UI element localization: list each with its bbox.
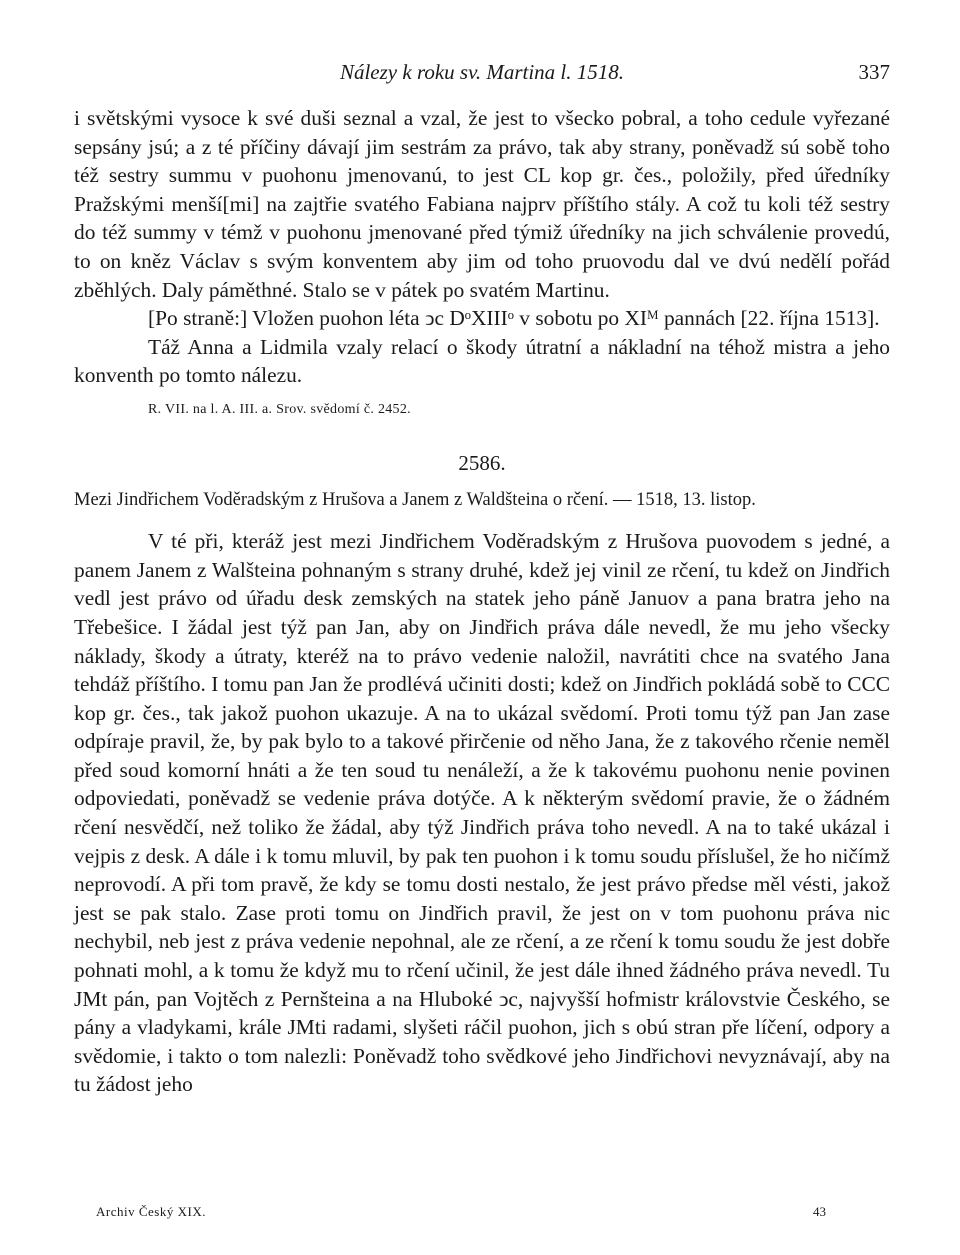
margin-note-paragraph: [Po straně:] Vložen puohon léta ↄc DᵒXIIIᵒ v sobotu po XIᴹ pannách [22. října 1513]. xyxy=(148,306,880,331)
page-footer xyxy=(96,1204,890,1224)
page-number: 337 xyxy=(858,60,890,84)
body-text xyxy=(74,104,890,1099)
source-note: R. VII. na l. A. III. a. Srov. svědomí č. 2452. xyxy=(148,401,411,417)
document-number: 2586. xyxy=(458,450,506,475)
continuation-paragraph: i světskými vysoce k své duši seznal a vzal, že jest to všecko pobral, a toho cedule vyřezané sepsány jsú; a z té příčiny dávají jim sestrám za právo, tak aby strany, poněvadž sú sobě toho též sestry summu v puohonu jmenovanú, to jest CL kop gr. čes., položily, před úředníky Pražskými menší[mi] na zajtřie svatého Fabiana najprv příštího stály. A což tu koli též sestry do též summy v témž v puohonu jmenované před týmiž úředníky na jich schválenie provedú, to on kněz Václav s svým konventem aby jim od toho pruovodu dal ve dvú nedělí pořád zběhlých. Daly páměthné. Stalo se v pátek po svatém Martinu. xyxy=(74,106,890,302)
publication-title: Archiv Český XIX. xyxy=(96,1204,206,1219)
document-regest: Mezi Jindřichem Voděradským z Hrušova a Janem z Waldšteina o rčení. — 1518, 13. listop. xyxy=(74,490,756,511)
document-text: V té při, kteráž jest mezi Jindřichem Voděradským z Hrušova puovodem s jedné, a panem Janem z Walšteina pohnaným s strany druhé, kdež jej vinil ze rčení, tu kdež on Jindřich vedl jest právo od úřadu desk zemských na statek jeho páně Januov a pana bratra jeho na Třebešice. I žádal jest týž pan Jan, aby on Jindřich práva dále nevedl, že mu jeho všecky náklady, škody a útraty, kteréž na to právo vedenie naložil, navrátiti chce na svatého Jana tehdáž příštího. I tomu pan Jan že prodlévá učiniti dosti; kdež on Jindřich pokládá sobě to CCC kop gr. čes., tak jakož puohon ukazuje. A na to ukázal svědomí. Proti tomu týž pan Jan zase odpíraje pravil, že, by pak bylo to a takové přirčenie od něho Jana, že z takového rčenie neměl před soud komorní hnáti a že ten soud tu nenáleží, a že k takovému puohonu nenie povinen odpoviedati, poněvadž se vedenie práva dotýče. A k některým svědomí pravie, že o žádném rčení nesvědčí, než toliko že žádal, aby týž Jindřich práva toho nevedl. A na to také ukázal i vejpis z desk. A dále i k tomu mluvil, by pak ten puohon i k tomu soudu příslušel, že ho ničímž neprovodí. A při tom pravě, že kdy se tomu dosti nestalo, že jest právo předse měl vésti, jakož jest se pak stalo. Zase proti tomu on Jindřich pravil, že jest on v tom puohonu práva nic nechybil, neb jest z práva vedenie nepohnal, ale ze rčení, a ze rčení k tomu soudu že jest dobře pohnati mohl, a k tomu že když mu to rčení učinil, že jest dále ihned žádného práva nevedl. Tu JMt pán, pan Vojtěch z Pernšteina a na Hluboké ↄc, najvyšší hofmistr královstvie Českého, se pány a vladykami, krále JMti radami, slyšeti ráčil puohon, jich s obú stran pře líčení, odpory a svědomie, i takto o tom nalezli: Poněvadž toho svědkové jeho Jindřichovi nevyznávají, aby na tu žádost jeho xyxy=(74,529,890,1097)
running-head xyxy=(74,56,890,90)
running-title: Nálezy k roku sv. Martina l. 1518. xyxy=(339,60,625,84)
relation-paragraph: Táž Anna a Lidmila vzaly relací o škody útratní a nákladní na téhož mistra a jeho konventh po tomto nálezu. xyxy=(74,334,890,388)
signature-mark: 43 xyxy=(813,1204,826,1219)
